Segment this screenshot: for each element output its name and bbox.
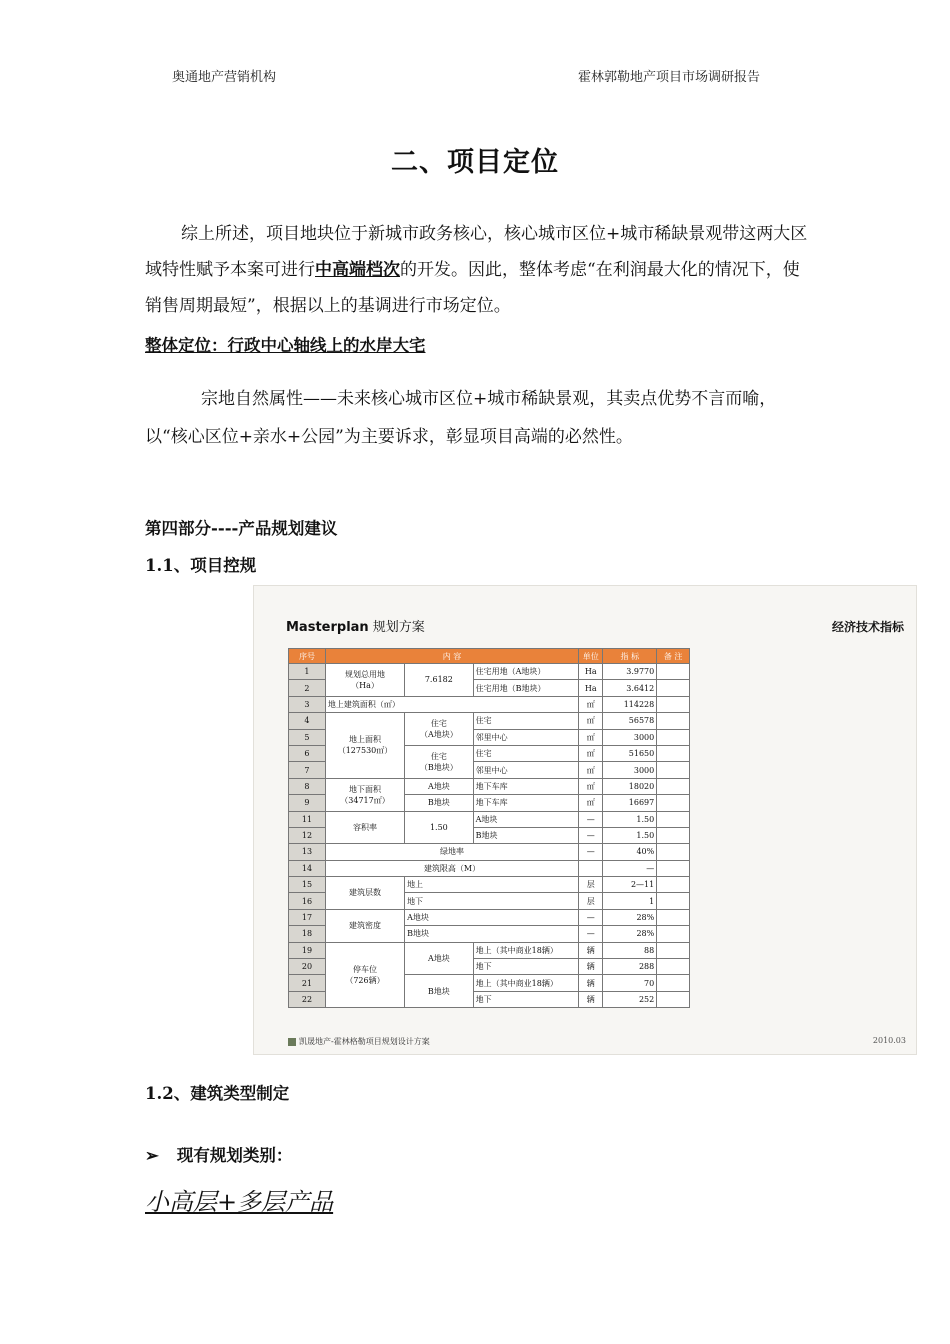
header-org: 奥通地产营销机构 (172, 70, 277, 85)
table-row: 18 B地块 — 28% (289, 926, 690, 942)
table-row: 21 B地块 地上（其中商业18辆） 辆 70 (289, 975, 690, 991)
table-row: 12 B地块 — 1.50 (289, 827, 690, 843)
masterplan-title: Masterplan 规划方案 (286, 620, 425, 635)
land-attribute-paragraph: 宗地自然属性——未来核心城市区位+城市稀缺景观，其卖点优势不言而喻，以“核心区位+亲水+公园”为主要诉求，彰显项目高端的必然性。 (145, 389, 777, 447)
table-row: 19 停车位 （726辆） A地块 地上（其中商业18辆） 辆 88 (289, 942, 690, 958)
masterplan-right-title: 经济技术指标 (831, 620, 904, 634)
table-row: 13 绿地率 — 40% (289, 844, 690, 860)
table-row: 17 建筑密度 A地块 — 28% (289, 909, 690, 925)
overall-positioning: 整体定位：行政中心轴线上的水岸大宅 (145, 336, 426, 355)
masterplan-table (288, 648, 690, 1008)
planning-category-label: 现有规划类别： (176, 1146, 293, 1165)
summary-text-post: 的开发。因此，整体考虑“在利润最大化的情况下，使销售周期最短”，根据以上的基调进行市场定位。 (145, 260, 800, 316)
table-row: 8 地下面积 （34717㎡） A地块 地下车库 ㎡ 18020 (289, 778, 690, 794)
table-row: 11 容积率 1.50 A地块 — 1.50 (289, 811, 690, 827)
table-header-row: 序号 内 容 单位 指 标 备 注 (289, 649, 690, 664)
table-row: 14 建筑限高（M） — (289, 860, 690, 876)
summary-emphasis: 中高端档次 (315, 260, 400, 280)
company-logo-icon (288, 1038, 296, 1046)
masterplan-date: 2010.03 (872, 1036, 906, 1045)
heading-1-2: 1.2、建筑类型制定 (145, 1084, 290, 1103)
table-row: 4 地上面积 （127530㎡） 住宅 （A地块） 住宅 ㎡ 56578 (289, 713, 690, 729)
section-title: 二、项目定位 (391, 147, 559, 178)
table-row: 15 建筑层数 地上 层 2—11 (289, 877, 690, 893)
table-row: 1 规划总用地 （Ha） 7.6182 住宅用地（A地块） Ha 3.9770 (289, 664, 690, 680)
table-row: 3 地上建筑面积（㎡） ㎡ 114228 (289, 696, 690, 712)
table-row: 9 B地块 地下车库 ㎡ 16697 (289, 795, 690, 811)
summary-text-pre: 综上所述，项目地块位于新城市政务核心，核心城市区位+城市稀缺景观带这两大区域特性赋予本案可进行 (145, 224, 808, 280)
table-row: 2 住宅用地（B地块） Ha 3.6412 (289, 680, 690, 696)
arrow-bullet-icon: ➢ (145, 1146, 159, 1165)
planning-category-bullet (145, 1142, 292, 1166)
summary-paragraph (145, 216, 815, 324)
table-row: 20 地下 辆 288 (289, 959, 690, 975)
table-row: 5 邻里中心 ㎡ 3000 (289, 729, 690, 745)
table-row: 7 邻里中心 ㎡ 3000 (289, 762, 690, 778)
masterplan-footer: 凯晟地产-霍林格勒项目规划设计方案 (288, 1036, 430, 1047)
masterplan-image (253, 585, 917, 1055)
table-row: 22 地下 辆 252 (289, 991, 690, 1007)
table-row: 6 住宅 （B地块） 住宅 ㎡ 51650 (289, 745, 690, 761)
product-type: 小高层+多层产品 (145, 1188, 334, 1216)
table-row: 16 地下 层 1 (289, 893, 690, 909)
header-report-title: 霍林郭勒地产项目市场调研报告 (578, 70, 761, 85)
heading-1-1: 1.1、项目控规 (145, 556, 257, 575)
part4-heading: 第四部分----产品规划建议 (145, 519, 338, 538)
